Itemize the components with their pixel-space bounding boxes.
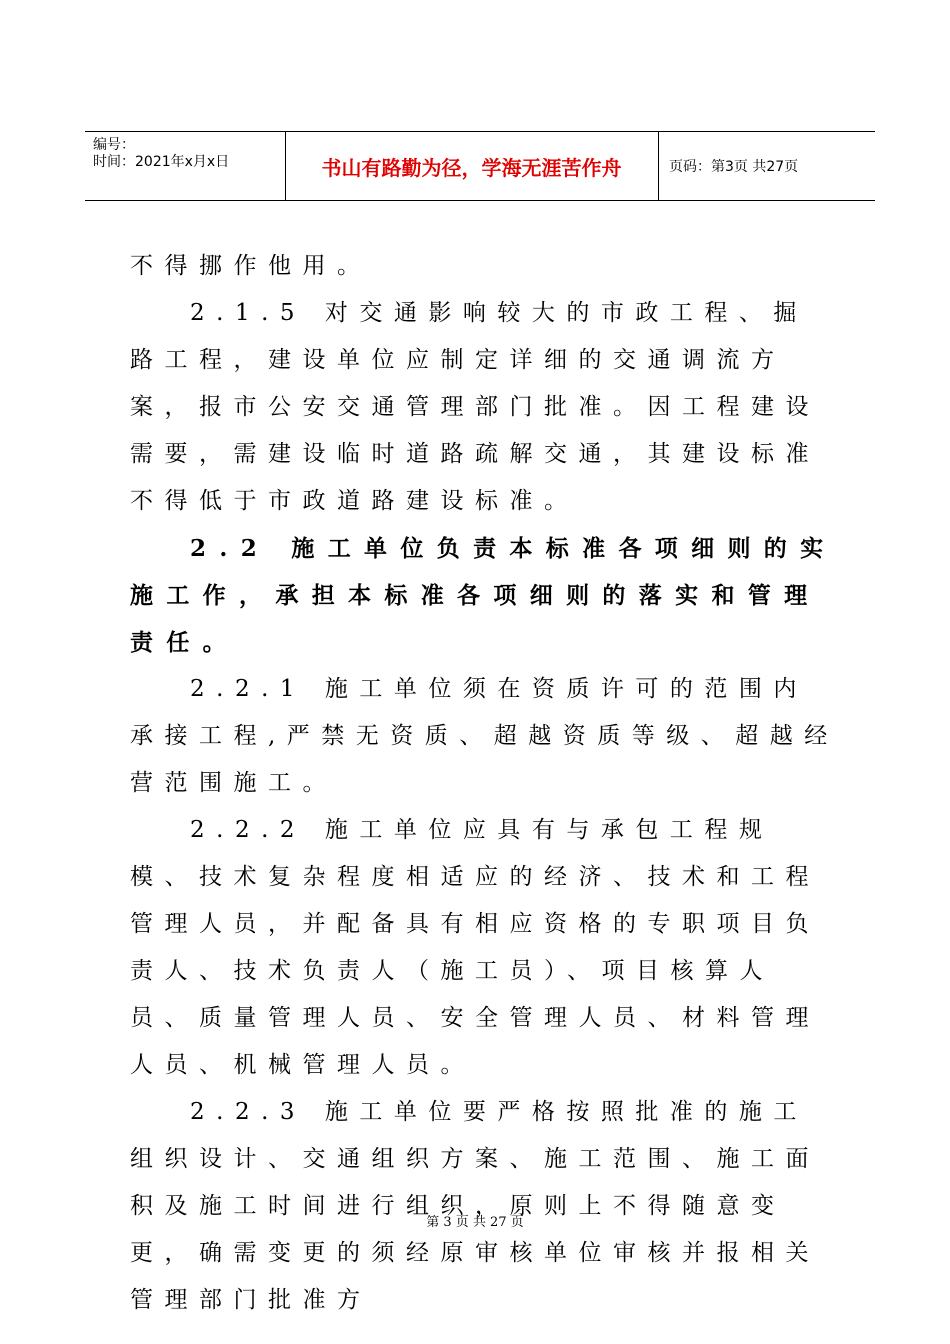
header-divider-right [658,132,659,200]
section-heading-2-2: 2.2 施工单位负责本标准各项细则的实施工作，承担本标准各项细则的落实和管理责任。 [130,535,837,656]
page-footer: 第 3 页 共 27 页 [426,1215,524,1230]
header-motto: 书山有路勤为径，学海无涯苦作舟 [321,155,622,180]
paragraph-2-2-3: 2.2.3 施工单位要严格按照批准的施工组织设计、交通组织方案、施工范围、施工面积及施工时间进行组织，原则上不得随意变更，确需变更的须经原审核单位审核并报相关管理部门批准方 [130,1099,820,1313]
paragraph-continuation: 不得挪作他用。 [130,253,372,279]
document-header [85,131,875,201]
document-body [130,243,840,1324]
header-meta [93,137,229,171]
paragraph-2-1-5: 2.1.5 对交通影响较大的市政工程、掘路工程，建设单位应制定详细的交通调流方案，报市公安交通管理部门批准。因工程建设需要，需建设临时道路疏解交通，其建设标准不得低于市政道路建设标准。 [130,300,820,514]
header-page-info: 页码：第3页 共27页 [669,159,799,175]
header-number-label: 编号： [93,137,135,153]
header-time-label: 时间：2021年x月x日 [93,154,230,170]
paragraph-2-2-1: 2.2.1 施工单位须在资质许可的范围内承接工程,严禁无资质、超越资质等级、超越经营范围施工。 [130,676,839,796]
paragraph-2-2-2: 2.2.2 施工单位应具有与承包工程规模、技术复杂程度相适应的经济、技术和工程管理人员，并配备具有相应资格的专职项目负责人、技术负责人（施工员）、项目核算人员、质量管理人员、安全管理人员、材料管理人员、机械管理人员。 [130,817,820,1078]
